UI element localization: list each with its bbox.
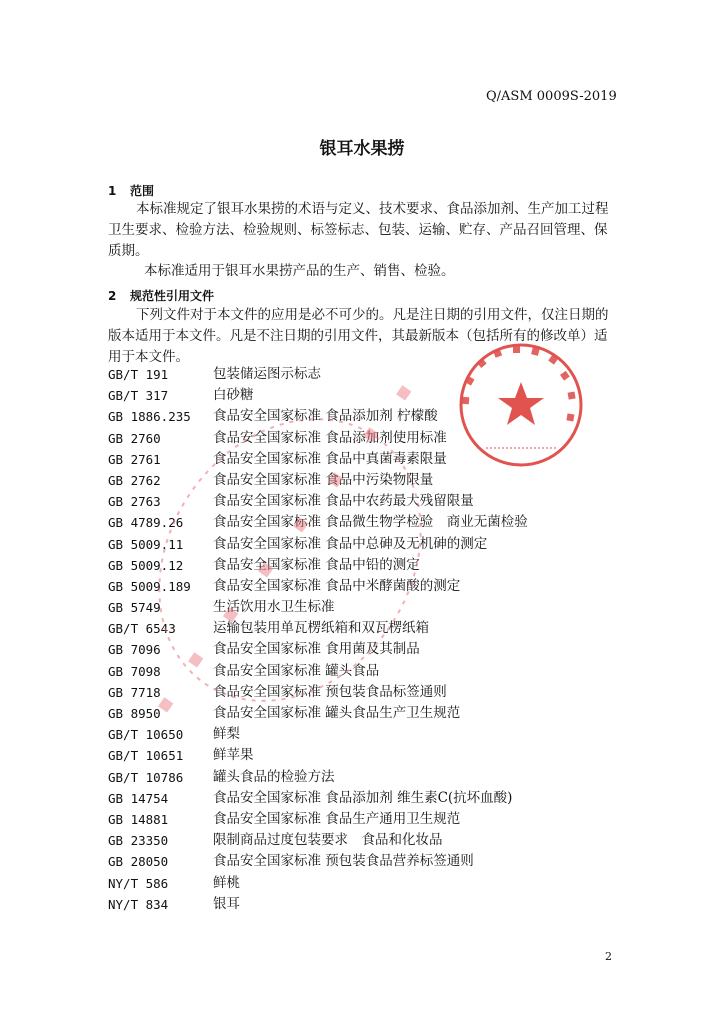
reference-item [108,851,628,872]
paragraph: 本标准规定了银耳水果捞的术语与定义、技术要求、食品添加剂、生产加工过程卫生要求、检验方法、检验规则、标签标志、包装、运输、贮存、产品召回管理、保质期。 [108,201,609,259]
reference-item [108,618,628,639]
reference-code: GB/T 317 [108,388,169,404]
paragraph: 本标准适用于银耳水果捞产品的生产、销售、检验。 [144,263,455,279]
reference-item [108,555,628,576]
reference-name: 食品安全国家标准 罐头食品 [213,662,380,679]
reference-code: GB 23350 [108,833,169,849]
reference-item [108,682,628,703]
reference-item [108,576,628,597]
reference-item [108,724,628,745]
reference-name: 食品安全国家标准 食品中米酵菌酸的测定 [213,577,461,594]
reference-code: GB 7098 [108,663,161,679]
reference-code: GB 4789.26 [108,515,184,531]
reference-name: 银耳 [213,895,240,912]
reference-code: GB 5009.11 [108,536,184,552]
reference-code: GB 5009.189 [108,578,191,594]
reference-name: 鲜苹果 [213,747,254,764]
reference-name: 食品安全国家标准 食品添加剂使用标准 [213,429,447,446]
reference-item [108,534,628,555]
reference-item [108,470,628,491]
reference-code: GB 7718 [108,684,161,700]
reference-name: 食品安全国家标准 食品添加剂 维生素C(抗坏血酸) [213,789,513,806]
reference-code: GB/T 6543 [108,621,176,637]
reference-name: 食品安全国家标准 罐头食品生产卫生规范 [213,705,461,721]
reference-item [108,491,628,512]
reference-code: GB/T 191 [108,367,169,382]
reference-name: 食品安全国家标准 食用菌及其制品 [213,641,420,658]
reference-code: GB/T 10650 [108,727,184,743]
reference-name: 食品安全国家标准 食品生产通用卫生规范 [213,810,461,827]
reference-code: GB 28050 [108,854,169,870]
reference-name: 生活饮用水卫生标准 [213,599,335,616]
reference-name: 食品安全国家标准 食品添加剂 柠檬酸 [213,408,438,425]
page-number: 2 [605,950,612,963]
reference-name: 罐头食品的检验方法 [213,768,335,785]
page-title: 银耳水果捞 [319,139,405,159]
reference-name: 食品安全国家标准 食品微生物学检验 商业无菌检验 [213,514,528,531]
reference-code: GB/T 10786 [108,769,184,785]
reference-name: 鲜梨 [213,726,240,743]
reference-name: 食品安全国家标准 食品中总砷及无机砷的测定 [213,535,488,552]
reference-name: 鲜桃 [213,874,240,891]
section-heading-scope [108,182,154,199]
reference-name: 食品安全国家标准 预包装食品标签通则 [213,683,447,700]
reference-name: 限制商品过度包装要求 食品和化妆品 [213,832,443,849]
reference-name: 食品安全国家标准 食品中农药最大残留限量 [213,493,474,510]
reference-code: GB 5009.12 [108,557,184,573]
reference-name: 食品安全国家标准 食品中铅的测定 [213,556,420,573]
reference-item [108,428,628,449]
reference-code: GB 14754 [108,790,169,806]
reference-item [108,873,628,894]
reference-code: NY/T 586 [108,875,169,891]
document-code: Q/ASM 0009S-2019 [486,89,617,104]
reference-item [108,745,628,766]
reference-name: 食品安全国家标准 食品中污染物限量 [213,471,434,488]
reference-name: 食品安全国家标准 食品中真菌毒素限量 [213,450,447,467]
reference-item [108,512,628,533]
reference-code: GB 2763 [108,494,161,510]
reference-item [108,894,628,915]
reference-item [108,809,628,830]
reference-item [108,788,628,809]
reference-item [108,597,628,618]
reference-name: 包装储运图示标志 [213,366,321,382]
section-number: 2 [108,289,117,303]
reference-code: GB 2760 [108,430,161,446]
reference-code: GB 5749 [108,600,161,616]
section-number: 1 [108,184,117,198]
reference-code: NY/T 834 [108,896,169,912]
reference-item [108,639,628,660]
reference-name: 食品安全国家标准 预包装食品营养标签通则 [213,853,474,870]
reference-item [108,767,628,788]
section-title: 规范性引用文件 [130,289,215,303]
reference-code: GB 1886.235 [108,409,191,425]
reference-code: GB 14881 [108,811,169,827]
reference-code: GB 2761 [108,451,161,467]
paragraph: 下列文件对于本文件的应用是必不可少的。凡是注日期的引用文件，仅注日期的版本适用于本文件。凡是不注日期的引用文件，其最新版本（包括所有的修改单）适用于本文件。 [108,307,609,365]
reference-name: 白砂糖 [213,387,254,404]
reference-item [108,364,628,385]
reference-item [108,385,628,406]
reference-item [108,449,628,470]
reference-list [108,364,628,915]
reference-code: GB 8950 [108,706,161,721]
section-heading-references [108,287,214,304]
reference-code: GB/T 10651 [108,748,184,764]
reference-item [108,661,628,682]
reference-name: 运输包装用单瓦楞纸箱和双瓦楞纸箱 [213,620,429,637]
reference-item [108,406,628,427]
reference-item [108,830,628,851]
reference-item [108,703,628,724]
reference-code: GB 7096 [108,642,161,658]
reference-code: GB 2762 [108,472,161,488]
section-title: 范围 [130,184,155,198]
